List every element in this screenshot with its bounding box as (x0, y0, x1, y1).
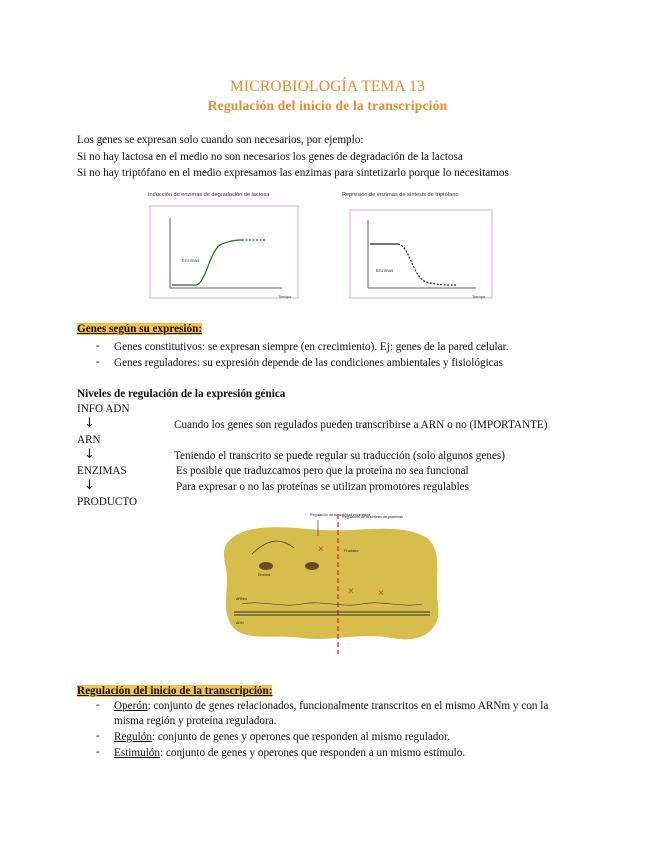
transcription-item-operon (114, 699, 548, 713)
left-legend: Enzimas (182, 258, 200, 263)
transcription-item-operon-cont: misma región y proteína reguladora. (114, 715, 277, 727)
diagram-x-mark-1: × (318, 544, 324, 555)
def-estimulon: : conjunto de genes y operones que responden a un mismo estímulo. (160, 747, 466, 759)
intro-line-3: Si no hay triptófano en el medio expresamos las enzimas para sintetizarlo porque lo necesitamos (77, 167, 509, 179)
repression-figure (336, 188, 496, 303)
levels-heading: Niveles de regulación de la expresión génica (77, 388, 286, 400)
right-figure-title: Represión de enzimas de síntesis de triptófano (342, 192, 459, 198)
transcription-dash-2: - (96, 730, 100, 742)
left-figure-frame (150, 206, 298, 298)
level-arrow-2: ↓ (84, 447, 95, 462)
level-producto: PRODUCTO (77, 496, 138, 508)
expression-item-2: Genes reguladores: su expresión depende de las condiciones ambientales y fisiológicas (114, 357, 503, 369)
level-arrow-3: ↓ (84, 478, 95, 493)
intro-line-2: Si no hay lactosa en el medio no son necesarios los genes de degradación de la lactosa (77, 151, 463, 163)
diagram-label-dna: ADN (236, 621, 244, 625)
level-arn: ARN (77, 434, 101, 446)
expression-dash-1: - (96, 340, 100, 352)
transcription-heading (77, 684, 272, 698)
regulation-diagram (222, 508, 444, 654)
diagram-cell-blob (224, 527, 439, 639)
induction-figure (142, 188, 302, 303)
level-note-4: Para expresar o no las proteínas se utilizan promotores regulables (176, 481, 469, 493)
diagram-label-mrna: ARNm (236, 597, 247, 601)
transcription-dash-3: - (96, 746, 100, 758)
diagram-label-product: Producto (344, 549, 359, 553)
page-title: MICROBIOLOGÍA TEMA 13 (229, 78, 426, 95)
def-regulon: : conjunto de genes y operones que responden al mismo regulador. (151, 731, 450, 743)
level-note-1: Cuando los genes son regulados pueden transcribirse a ARN o no (IMPORTANTE) (174, 419, 548, 431)
diagram-x-mark-3: × (378, 588, 384, 599)
page-subtitle: Regulación del inicio de la transcripción (207, 98, 448, 113)
expression-heading (77, 322, 202, 336)
level-arrow-1: ↓ (84, 416, 95, 431)
level-note-3: Es posible que traduzcamos pero que la proteína no sea funcional (176, 465, 469, 477)
transcription-item-regulon (114, 730, 450, 744)
right-figure-frame (350, 210, 492, 298)
expression-item-1: Genes constitutivos: se expresan siempre (en crecimiento). Ej: genes de la pared celular. (114, 341, 509, 353)
diagram-enzyme-1 (259, 562, 273, 570)
diagram-label-top-left: Regulación de la actividad enzimática (310, 513, 371, 517)
expression-heading-text: Genes según su expresión: (77, 323, 203, 335)
transcription-heading-text: Regulación del inicio de la transcripción: (77, 685, 273, 697)
expression-dash-2: - (96, 356, 100, 368)
def-operon: : conjunto de genes relacionados, funcionalmente transcritos en el mismo ARNm y con la (147, 700, 549, 712)
level-enzimas: ENZIMAS (77, 465, 127, 477)
left-figure-title: Inducción de enzimas de degradación de lactosa (148, 192, 270, 198)
intro-line-1: Los genes se expresan solo cuando son necesarios, por ejemplo: (77, 134, 364, 146)
right-xlabel: Tiempo (472, 294, 486, 299)
left-xlabel: Tiempo (278, 294, 292, 299)
diagram-label-enzyme: Enzima (258, 573, 270, 577)
right-legend: Enzimas (376, 268, 394, 273)
transcription-dash-1: - (96, 699, 100, 711)
term-operon: Operón (114, 700, 148, 712)
diagram-label-top-right: Regulación de la síntesis de proteínas (342, 515, 403, 519)
term-regulon: Regulón (114, 731, 152, 743)
diagram-enzyme-2 (305, 562, 319, 570)
level-info-adn: INFO ADN (77, 403, 130, 415)
transcription-item-estimulon (114, 746, 465, 760)
diagram-x-mark-2: × (348, 586, 354, 597)
right-curve-fall (398, 244, 456, 285)
level-note-2: Teniendo el transcrito se puede regular su traducción (solo algunos genes) (174, 450, 506, 462)
left-curve-rise (196, 240, 242, 285)
term-estimulon: Estimulón (114, 747, 160, 759)
